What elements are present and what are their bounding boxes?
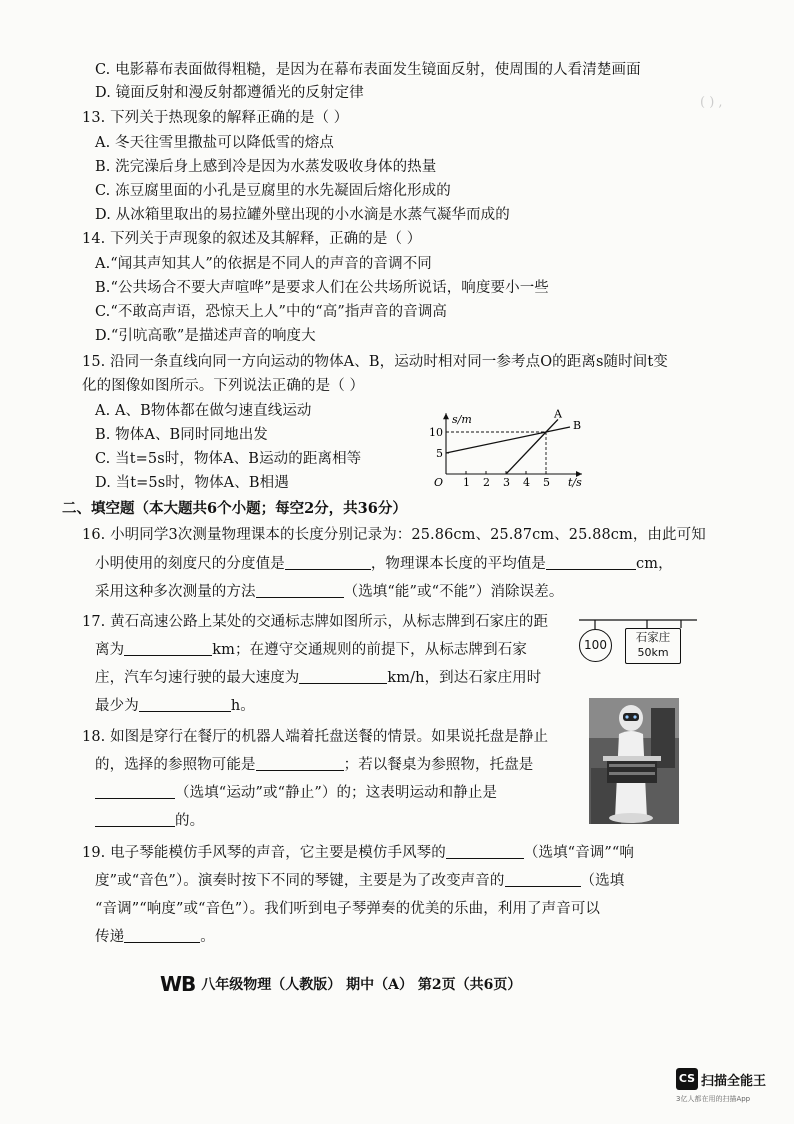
- footer-text: 八年级物理（人教版） 期中（A） 第2页（共6页）: [201, 977, 522, 993]
- q19-blank-pitch[interactable]: [505, 872, 581, 887]
- q18-line4: [95, 811, 204, 831]
- q17-text-e: 最少为: [95, 698, 139, 714]
- q16-text-a: 小明使用的刻度尺的分度值是: [95, 556, 285, 572]
- q14-option-d: D.“引吭高歌”是描述声音的响度大: [95, 328, 316, 344]
- q13-option-a: A. 冬天往雪里撒盐可以降低雪的熔点: [95, 135, 334, 151]
- q16-line3: [95, 582, 563, 602]
- q12-option-c: C. 电影幕布表面做得粗糙，是因为在幕布表面发生镜面反射，使周围的人看清楚画面: [95, 62, 641, 78]
- q16-line1: 16. 小明同学3次测量物理课本的长度分别记录为：25.86cm、25.87cm、25.88cm，由此可知: [82, 527, 706, 543]
- x-tick-label: 2: [483, 476, 490, 489]
- q16-line2: [95, 554, 673, 574]
- st-graph: [418, 378, 618, 490]
- series-line-a: [506, 419, 558, 474]
- q19-blank-timbre[interactable]: [446, 844, 524, 859]
- q18-blank-state[interactable]: [95, 784, 175, 799]
- q17-line4: [95, 696, 255, 716]
- q17-line1: 17. 黄石高速公路上某处的交通标志牌如图所示，从标志牌到石家庄的距: [82, 614, 549, 630]
- x-tick-label: 5: [543, 476, 550, 489]
- y-tick-label: 5: [436, 447, 443, 460]
- bleed-through-text: ( ) ,: [700, 95, 723, 110]
- q17-blank-distance[interactable]: [124, 641, 212, 656]
- q18-line1: 18. 如图是穿行在餐厅的机器人端着托盘送餐的情景。如果说托盘是静止: [82, 729, 549, 745]
- q18-text-b: ；若以餐桌为参照物，托盘是: [343, 757, 534, 773]
- speed-limit-sign: [579, 629, 612, 662]
- q17-line2: [95, 640, 527, 660]
- q19-text-b: （选填“音调”“响: [523, 845, 635, 861]
- q18-blank-reference[interactable]: [256, 756, 344, 771]
- publisher-brand: WB: [160, 972, 196, 996]
- q18-text-d: 的。: [175, 813, 205, 829]
- q19-line4: [95, 927, 215, 947]
- q19-line3: “音调”“响度”或“音色”）。我们听到电子琴弹奏的优美的乐曲，利用了声音可以: [95, 901, 601, 917]
- y-axis-label: s/m: [452, 413, 472, 427]
- q16-blank-error[interactable]: [256, 583, 344, 598]
- q18-blank-relative[interactable]: [95, 812, 175, 827]
- q13-stem: 13. 下列关于热现象的解释正确的是（ ）: [82, 110, 349, 126]
- q17-blank-time[interactable]: [139, 697, 231, 712]
- distance-sign: [625, 628, 681, 664]
- q16-text-c: cm，: [636, 556, 673, 572]
- q16-text-d: 采用这种多次测量的方法: [95, 584, 256, 600]
- distance-sign-city: 石家庄: [635, 630, 671, 644]
- q17-text-a: 离为: [95, 642, 125, 658]
- scanner-tagline: 3亿人都在用的扫描App: [676, 1095, 751, 1103]
- y-tick-label: 10: [429, 426, 443, 439]
- q19-text-c: 度”或“音色”）。演奏时按下不同的琴键，主要是为了改变声音的: [95, 873, 505, 889]
- y-axis-arrow: [443, 413, 449, 419]
- q19-text-a: 19. 电子琴能模仿手风琴的声音，它主要是模仿手风琴的: [82, 845, 446, 861]
- x-tick-label: 4: [523, 476, 530, 489]
- q14-stem: 14. 下列关于声现象的叙述及其解释，正确的是（ ）: [82, 231, 422, 247]
- x-tick-label: 3: [503, 476, 510, 489]
- scanner-name: 扫描全能王: [701, 1073, 767, 1089]
- q18-line2: [95, 755, 533, 775]
- series-line-b: [446, 427, 570, 453]
- q15-option-c: C. 当t=5s时，物体A、B运动的距离相等: [95, 451, 362, 467]
- speed-limit-value: 100: [584, 638, 607, 652]
- q19-line1: [82, 843, 634, 863]
- q17-blank-speed[interactable]: [299, 669, 387, 684]
- q16-blank-average[interactable]: [546, 555, 636, 570]
- page-footer: [160, 972, 521, 996]
- q14-option-b: B.“公共场合不要大声喧哗”是要求人们在公共场所说话，响度要小一些: [95, 280, 549, 296]
- series-label-b: B: [573, 418, 582, 432]
- q16-text-b: ，物理课本长度的平均值是: [370, 556, 547, 572]
- traffic-sign-figure: [577, 616, 699, 680]
- q19-text-d: （选填: [580, 873, 625, 889]
- q13-option-d: D. 从冰箱里取出的易拉罐外壁出现的小水滴是水蒸气凝华而成的: [95, 207, 510, 223]
- q17-text-f: h。: [230, 698, 255, 714]
- q17-text-c: 庄，汽车匀速行驶的最大速度为: [95, 670, 300, 686]
- x-axis-label: t/s: [568, 476, 582, 489]
- scanner-logo-icon: CS: [676, 1068, 698, 1090]
- q19-blank-information[interactable]: [124, 928, 200, 943]
- q13-option-c: C. 冻豆腐里面的小孔是豆腐里的水先凝固后熔化形成的: [95, 183, 451, 199]
- q13-option-b: B. 洗完澡后身上感到冷是因为水蒸发吸收身体的热量: [95, 159, 437, 175]
- q15-option-d: D. 当t=5s时，物体A、B相遇: [95, 475, 289, 491]
- q17-line3: [95, 668, 541, 688]
- q15-option-a: A. A、B物体都在做匀速直线运动: [95, 403, 312, 419]
- q15-stem-line1: 15. 沿同一条直线向同一方向运动的物体A、B，运动时相对同一参考点O的距离s随时间t变: [82, 354, 668, 370]
- origin-label: O: [434, 476, 444, 489]
- q18-text-c: （选填“运动”或“静止”）的；这表明运动和静止是: [175, 785, 498, 801]
- series-label-a: A: [554, 407, 562, 421]
- distance-sign-km: 50km: [637, 646, 669, 659]
- q14-option-a: A.“闻其声知其人”的依据是不同人的声音的音调不同: [95, 256, 432, 272]
- section-2-heading: 二、填空题（本大题共6个小题；每空2分，共36分）: [62, 500, 407, 517]
- q19-text-f: 。: [200, 929, 215, 945]
- x-tick-label: 1: [463, 476, 470, 489]
- q18-line3: [95, 783, 497, 803]
- q16-text-e: （选填“能”或“不能”）消除误差。: [343, 584, 564, 600]
- q17-text-b: km；在遵守交通规则的前提下，从标志牌到石家: [212, 642, 527, 658]
- q15-stem-line2: 化的图像如图所示。下列说法正确的是（ ）: [82, 378, 365, 394]
- q19-text-e: 传递: [95, 929, 125, 945]
- q12-option-d: D. 镜面反射和漫反射都遵循光的反射定律: [95, 85, 364, 101]
- q16-blank-division[interactable]: [285, 555, 371, 570]
- q14-option-c: C.“不敢高声语，恐惊天上人”中的“高”指声音的音调高: [95, 304, 448, 320]
- q15-option-b: B. 物体A、B同时同地出发: [95, 427, 268, 443]
- q17-text-d: km/h，到达石家庄用时: [387, 670, 542, 686]
- q18-text-a: 的，选择的参照物可能是: [95, 757, 256, 773]
- restaurant-robot-photo: [589, 698, 679, 824]
- q19-line2: [95, 871, 624, 891]
- scanner-watermark: [676, 1068, 767, 1103]
